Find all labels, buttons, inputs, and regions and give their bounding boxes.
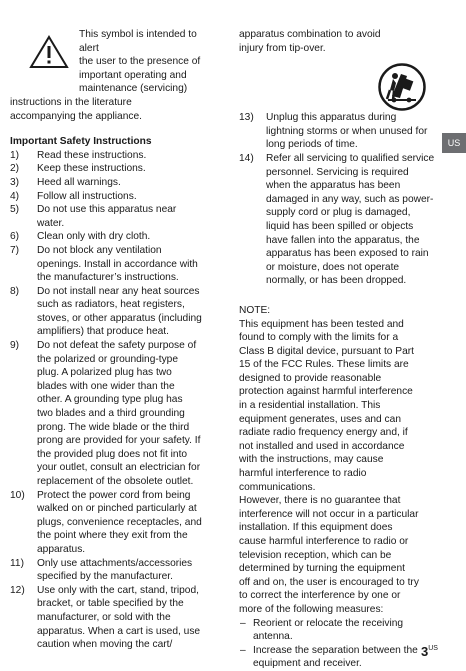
- instruction-line: Read these instructions.: [37, 149, 147, 161]
- region-tab: US: [442, 133, 466, 153]
- instruction-line: Clean only with dry cloth.: [37, 231, 151, 243]
- note-line: harmful interference to radio: [239, 468, 367, 480]
- instruction-number: 9): [10, 340, 20, 352]
- note-line: cause harmful interference to radio or: [239, 536, 409, 547]
- instruction-line: the point where they exit from the: [37, 530, 188, 542]
- warning-line: This symbol is intended to alert: [79, 29, 197, 54]
- instruction-line: prong. The wide blade or the third: [37, 421, 190, 433]
- note-line: protection against harmful interference: [239, 386, 413, 398]
- page-number: [421, 642, 438, 659]
- instruction-line: plugs, convenience receptacles, and: [37, 516, 202, 528]
- instruction-line: water.: [37, 217, 65, 229]
- warning-line: the user to the presence of: [79, 56, 201, 68]
- measure-line: equipment and receiver.: [253, 658, 362, 670]
- instruction-number: 4): [10, 190, 20, 202]
- instruction-line: two blades and a third grounding: [37, 408, 185, 420]
- instruction-number: 13): [239, 112, 254, 124]
- instruction-line: Do not use this apparatus near: [37, 204, 177, 216]
- note-line: 15 of the FCC Rules. These limits are: [239, 359, 409, 371]
- instruction-line: long periods of time.: [266, 139, 358, 151]
- warning-line: accompanying the appliance.: [10, 110, 142, 122]
- instruction-line: personnel. Servicing is required: [266, 166, 409, 178]
- note-line: designed to provide reasonable: [239, 372, 382, 384]
- instruction-number: 3): [10, 176, 20, 188]
- instruction-line: when the apparatus has been: [266, 180, 401, 192]
- instruction-line: your outlet, consult an electrician for: [37, 462, 201, 474]
- instruction-line: apparatus. When a cart is used, use: [37, 625, 201, 637]
- safety-title: Important Safety Instructions: [10, 136, 152, 148]
- instruction-line: Keep these instructions.: [37, 163, 146, 175]
- instruction-line: the manufacturer’s instructions.: [37, 272, 179, 284]
- instruction-line: replacement of the obsolete outlet.: [37, 476, 194, 487]
- instruction-line: Only use attachments/accessories: [37, 557, 193, 569]
- instruction-line: Protect the power cord from being: [37, 489, 191, 501]
- measure-line: Reorient or relocate the receiving: [253, 617, 404, 629]
- instruction-line: have fallen into the apparatus, the: [266, 234, 420, 246]
- dash-marker: –: [240, 617, 246, 629]
- instruction-line: liquid has been spilled or objects: [266, 220, 414, 232]
- note-line: installation. If this equipment does: [239, 522, 393, 534]
- page-number-suffix: US: [428, 645, 438, 652]
- instruction-line: supply cord or plug is damaged,: [266, 207, 411, 219]
- note-line: to correct the interference by one or: [239, 590, 401, 602]
- left-column: [10, 28, 216, 652]
- note-paragraph: [239, 494, 435, 616]
- note-line: off and on, the user is encouraged to try: [239, 576, 419, 588]
- note-measures-list: [239, 617, 435, 671]
- measure-line: Increase the separation between the: [253, 644, 418, 656]
- safety-instructions-continued-list: [239, 111, 435, 288]
- instruction-number: 14): [239, 152, 254, 164]
- instruction-line: manufacturer, or sold with the: [37, 611, 171, 623]
- instruction-number: 12): [10, 584, 25, 596]
- instruction-item: [10, 190, 216, 204]
- instruction-line: apparatus.: [37, 543, 86, 555]
- instruction-line: walked on or pinched particularly at: [37, 503, 197, 515]
- warning-line: maintenance (servicing): [79, 83, 188, 95]
- instruction-line: specified by the manufacturer.: [37, 571, 173, 583]
- warning-line: instructions in the literature: [10, 96, 132, 108]
- note-line: Class B digital device, pursuant to Part: [239, 345, 414, 357]
- instruction-line: Heed all warnings.: [37, 176, 121, 188]
- instruction-number: 2): [10, 163, 20, 175]
- instruction-item: [10, 489, 216, 557]
- instruction-item: [10, 162, 216, 176]
- instruction-line: other. A grounding type plug has: [37, 394, 183, 406]
- instruction-line: Follow all instructions.: [37, 190, 137, 202]
- measure-line: antenna.: [253, 631, 293, 643]
- instruction-line: apparatus has been exposed to rain: [266, 248, 429, 260]
- continued-line: apparatus combination to avoid: [239, 29, 381, 40]
- instruction-item: [10, 557, 216, 584]
- instruction-line: caution when moving the cart/: [37, 639, 173, 651]
- warning-line: important operating and: [79, 69, 187, 81]
- instruction-item: [10, 584, 216, 652]
- instruction-line: Unplug this apparatus during: [266, 112, 397, 124]
- instruction-number: 1): [10, 149, 20, 161]
- instruction-item: [10, 230, 216, 244]
- instruction-line: Do not block any ventilation: [37, 244, 162, 256]
- instruction-line: the polarized or grounding-type: [37, 353, 179, 365]
- right-column: [239, 28, 435, 671]
- instruction-line: bracket, or table specified by the: [37, 598, 184, 610]
- fcc-note: [239, 304, 435, 671]
- note-line: not installed and used in accordance: [239, 440, 405, 452]
- note-line: with the instructions, may cause: [239, 454, 384, 466]
- instruction-line: or moisture, does not operate: [266, 261, 400, 273]
- instruction-line: Do not install near any heat sources: [37, 285, 200, 297]
- instruction-item: [10, 176, 216, 190]
- note-line: determined by turning the equipment: [239, 563, 405, 575]
- safety-instructions-list: [10, 149, 216, 652]
- instruction-item: [10, 203, 216, 230]
- note-line: equipment generates, uses and can: [239, 413, 401, 425]
- instruction-number: 11): [10, 557, 24, 569]
- instruction-item: [10, 149, 216, 163]
- warning-triangle-icon: [29, 35, 69, 69]
- instruction-line: Use only with the cart, stand, tripod,: [37, 584, 199, 596]
- note-line: This equipment has been tested and: [239, 318, 404, 330]
- instruction-line: damaged in any way, such as power-: [266, 193, 434, 205]
- instruction-line: plug. A polarized plug has two: [37, 367, 172, 379]
- instruction-number: 10): [10, 489, 25, 501]
- instruction-line: the provided plug does not fit into: [37, 448, 188, 460]
- instruction-number: 6): [10, 231, 20, 243]
- note-line: However, there is no guarantee that: [239, 495, 401, 507]
- note-line: television reception, which can be: [239, 549, 392, 561]
- instruction-item: [10, 244, 216, 285]
- measure-item: [239, 644, 435, 671]
- instruction-line: normally, or has been dropped.: [266, 275, 407, 287]
- continued-line: injury from tip-over.: [239, 42, 326, 54]
- instruction-item: [239, 152, 435, 288]
- measure-item: [239, 617, 435, 644]
- instruction-line: Refer all servicing to qualified service: [266, 152, 435, 164]
- instruction-line: prong are provided for your safety. If: [37, 435, 201, 447]
- note-line: in a residential installation. This: [239, 400, 381, 412]
- instruction-line: stoves, or other apparatus (including: [37, 312, 202, 324]
- note-line: radiate radio frequency energy and, if: [239, 427, 408, 439]
- instruction-line: such as radiators, heat registers,: [37, 299, 185, 311]
- instruction-line: amplifiers) that produce heat.: [37, 326, 169, 338]
- instruction-line: Do not defeat the safety purpose of: [37, 340, 197, 352]
- instruction-item: [10, 339, 216, 489]
- instruction-line: openings. Install in accordance with: [37, 258, 198, 270]
- instruction-item: [10, 285, 216, 339]
- warning-block: [10, 28, 216, 123]
- cart-tip-over-icon: [378, 63, 426, 111]
- note-heading: NOTE:: [239, 304, 271, 316]
- instruction-line: lightning storms or when unused for: [266, 125, 428, 137]
- instruction-item: [239, 111, 435, 152]
- note-paragraph: [239, 318, 435, 495]
- note-line: interference will not occur in a particular: [239, 508, 419, 520]
- instruction-number: 8): [10, 285, 20, 297]
- note-line: more of the following measures:: [239, 603, 384, 615]
- dash-marker: –: [240, 644, 246, 656]
- instruction-number: 5): [10, 204, 20, 216]
- page-number-value: 3: [421, 644, 429, 659]
- instruction-number: 7): [10, 244, 20, 256]
- note-line: found to comply with the limits for a: [239, 332, 399, 344]
- instruction-line: blades with one wider than the: [37, 380, 175, 392]
- note-line: communications.: [239, 481, 316, 493]
